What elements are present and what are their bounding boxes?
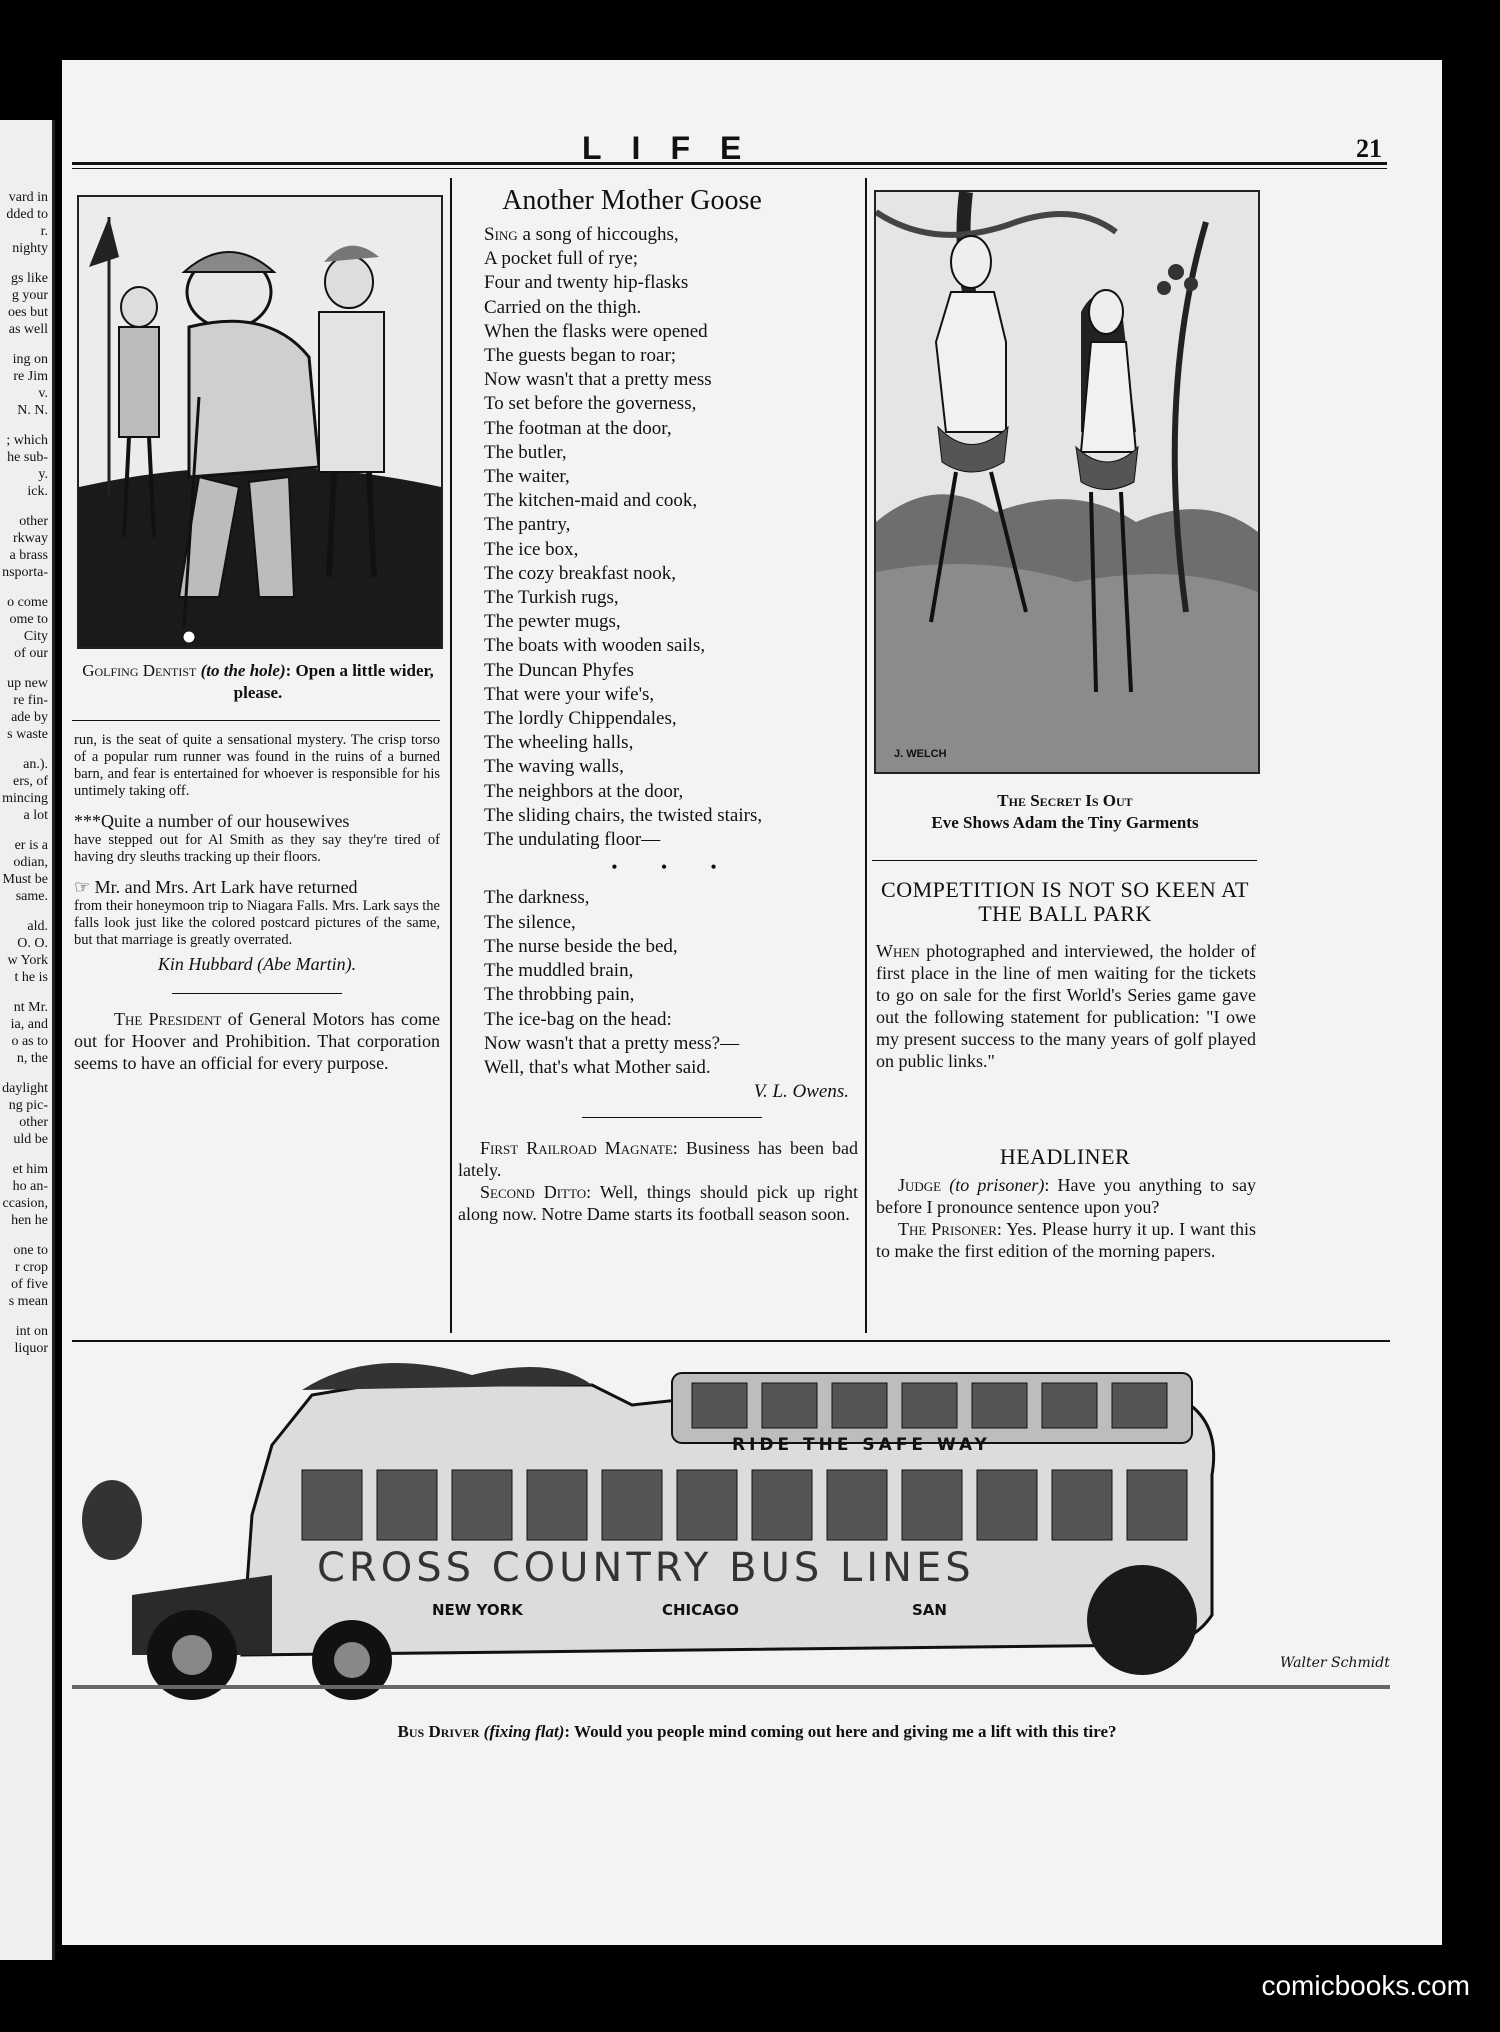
garden-illustration (876, 192, 1258, 772)
magnate-text: : Business has been bad lately. (458, 1138, 858, 1180)
poem-line: The Turkish rugs, (484, 587, 619, 609)
judge-text: : Have you anything to say before I pronounce sentence upon you? (876, 1175, 1257, 1217)
poem-line: The Duncan Phyfes (484, 659, 634, 681)
poem-line: That were your wife's, (484, 683, 655, 705)
header-rule-thin (72, 168, 1387, 169)
poem-dots: • • • (611, 859, 737, 877)
facing-page-fragment: t he is (14, 970, 48, 985)
poem-line: When the flasks were opened (484, 320, 708, 342)
poem-line: The kitchen-maid and cook, (484, 490, 698, 512)
facing-page-fragment: nighty (12, 241, 48, 256)
poem-line: The cozy breakfast nook, (484, 562, 677, 584)
facing-page-fragment: up new (7, 676, 48, 691)
poem-line: The ice-bag on the head: (484, 1008, 672, 1030)
poem-line: The guests began to roar; (484, 345, 677, 367)
bus-stop-san: SAN (912, 1601, 947, 1619)
facing-page-fragment: n, the (16, 1051, 48, 1066)
bus-stop-new-york: NEW YORK (432, 1601, 523, 1619)
facing-page-fragment: rkway (13, 531, 48, 546)
golfing-dentist-cartoon (77, 195, 443, 649)
garden-caption-line2: Eve Shows Adam the Tiny Garments (931, 813, 1199, 832)
bus-caption-text: : Would you people mind coming out here and giving me a lift with this tire? (564, 1722, 1117, 1741)
facing-page-fragment: re Jim (13, 369, 48, 384)
facing-page-fragment: a lot (23, 808, 48, 823)
poem-line: The lordly Chippendales, (484, 708, 677, 730)
facing-page-fragment: hen he (11, 1213, 48, 1228)
col2-short-rule (582, 1117, 762, 1118)
headliner-story (876, 1174, 1256, 1262)
poem-line: The muddled brain, (484, 960, 634, 982)
poem-line: Well, that's what Mother said. (484, 1056, 711, 1078)
judge-speaker: Judge (898, 1175, 942, 1195)
adam-eve-cartoon (874, 190, 1260, 774)
caption-line: : Open a little wider, please. (233, 661, 434, 702)
hubbard-signature: Kin Hubbard (Abe Martin). (157, 954, 357, 974)
column-divider-1 (450, 178, 452, 1333)
facing-page-fragment: ick. (27, 484, 48, 499)
facing-page-fragment: w York (7, 953, 48, 968)
ditto-text: : Well, things should pick up right along now. Notre Dame starts its football season soon. (458, 1182, 858, 1224)
poem-line: The butler, (484, 441, 567, 463)
facing-page-fragment: ng pic- (8, 1098, 48, 1113)
poem-line: The silence, (484, 911, 576, 933)
poem-stanza-2 (484, 886, 864, 1080)
facing-page-fragment: gs like (11, 271, 48, 286)
housewives-rest: have stepped out for Al Smith as they say they're tired of having dry sleuths tracking up their floors. (74, 832, 440, 865)
col1-rule (72, 720, 440, 721)
facing-page-fragment: O. O. (17, 936, 48, 951)
ditto-speaker: Second Ditto (480, 1182, 587, 1202)
col1-short-rule (172, 993, 342, 994)
magazine-page (62, 60, 1442, 1945)
magnate-speaker: First Railroad Magnate (480, 1138, 673, 1158)
poem-line: a song of hiccoughs, (517, 224, 679, 245)
general-motors-paragraph (74, 1008, 440, 1074)
poem-line: The neighbors at the door, (484, 780, 684, 802)
poem-line: The throbbing pain, (484, 984, 635, 1006)
facing-page-fragment: an.). (23, 757, 48, 772)
bus-caption-stage: (fixing flat) (483, 1722, 565, 1741)
poem-line: The waving walls, (484, 756, 624, 778)
garden-caption-line1: The Secret Is Out (997, 791, 1133, 810)
masthead: LIFE (582, 130, 772, 166)
magnate-line (458, 1137, 858, 1181)
poem-line: Four and twenty hip-flasks (484, 272, 689, 294)
facing-page-fragment: City (23, 629, 48, 644)
facing-page-fragment: ia, and (10, 1017, 48, 1032)
facing-page-fragment: et him (12, 1162, 48, 1177)
prisoner-text: : Yes. Please hurry it up. I want this to make the first edition of the morning papers. (876, 1219, 1256, 1261)
facing-page-fragment: mincing (2, 791, 48, 806)
facing-page-fragment: y. (38, 467, 48, 482)
facing-page-strip (0, 120, 55, 1960)
site-watermark: comicbooks.com (1261, 1970, 1470, 2001)
poem-line: The nurse beside the bed, (484, 935, 678, 957)
caption-speaker: Golfing Dentist (82, 661, 197, 680)
page-number: 21 (1356, 134, 1382, 163)
bus-caption (142, 1720, 1372, 1743)
judge-line (876, 1174, 1256, 1218)
facing-page-fragment: ers, of (13, 774, 48, 789)
golf-illustration (79, 197, 441, 647)
poem-line: The ice box, (484, 538, 579, 560)
col1-body (74, 732, 440, 1074)
facing-page-fragment: ome to (9, 612, 48, 627)
facing-page-fragment: as well (8, 322, 48, 337)
facing-page-fragment: vard in (8, 190, 48, 205)
facing-page-fragment: daylight (2, 1081, 48, 1096)
poem-line: The waiter, (484, 466, 570, 488)
poem-line: The sliding chairs, the twisted stairs, (484, 804, 763, 826)
facing-page-fragment: of our (14, 646, 48, 661)
facing-page-fragment: odian, (13, 855, 48, 870)
ball-park-story (876, 940, 1256, 1072)
housewives-paragraph (74, 810, 440, 866)
poem-line: The boats with wooden sails, (484, 635, 706, 657)
facing-page-fragment: liquor (14, 1341, 48, 1356)
facing-page-fragment: ing on (12, 352, 48, 367)
lark-paragraph (74, 876, 440, 949)
bus-side-lettering: CROSS COUNTRY BUS LINES (317, 1545, 975, 1591)
ball-park-text (876, 940, 1256, 1072)
schmidt-signature: Walter Schmidt (1280, 1655, 1390, 1671)
gm-lead: The President (114, 1009, 222, 1029)
mystery-paragraph: run, is the seat of quite a sensational mystery. The crisp torso of a popular rum runner was found in the ruins of a burned barn, and fear is entertained for whoever is responsible for his untimely taking off. (74, 732, 440, 799)
poem-author: V. L. Owens. (753, 1081, 849, 1103)
col3-rule (872, 860, 1257, 861)
facing-page-fragment: dded to (6, 207, 48, 222)
bus-caption-speaker: Bus Driver (397, 1722, 480, 1741)
judge-stage: (to prisoner) (949, 1175, 1045, 1195)
poem-line: The wheeling halls, (484, 732, 634, 754)
poem-first-word: Sing (484, 224, 518, 245)
facing-page-fragment: one to (13, 1243, 48, 1258)
facing-page-fragment: ho an- (12, 1179, 48, 1194)
facing-page-fragment: er is a (14, 838, 48, 853)
facing-page-fragment: g your (11, 288, 48, 303)
lark-rest: from their honeymoon trip to Niagara Falls. Mrs. Lark says the falls look just like the colored postcard pictures of the same, but that marriage is greatly overrated. (74, 898, 440, 948)
garden-cartoon-caption (874, 790, 1256, 834)
gm-rest: of General Motors has come out for Hoover and Prohibition. That corporation seems to have an official for every purpose. (74, 1009, 440, 1073)
bus-roof-banner: RIDE THE SAFE WAY (732, 1435, 991, 1455)
housewives-lead: ***Quite a number of our housewives (74, 811, 350, 831)
facing-page-fragment: v. (38, 386, 48, 401)
ball-park-body: photographed and interviewed, the holder of first place in the line of men waiting for the tickets to go on sale for the first World's Series game gave out the following statement for publication: "I owe my present success to the many years of golf played on public links." (876, 941, 1256, 1071)
poem-line: Carried on the thigh. (484, 296, 642, 318)
col2-dialog (458, 1137, 858, 1225)
facing-page-fragment: o as to (11, 1034, 48, 1049)
facing-page-fragment: r. (40, 224, 48, 239)
bus-cartoon (72, 1355, 1390, 1710)
poem-title: Another Mother Goose (502, 185, 762, 216)
poem-first-line (484, 223, 864, 247)
golf-cartoon-caption (77, 660, 439, 704)
ball-park-headline: COMPETITION IS NOT SO KEEN AT THE BALL PARK (881, 877, 1249, 926)
facing-page-fragment: he sub- (7, 450, 48, 465)
facing-page-fragment: nsporta- (2, 565, 48, 580)
caption-stage: (to the hole) (200, 661, 286, 680)
poem-body (484, 223, 864, 1104)
prisoner-speaker: The Prisoner (898, 1219, 997, 1239)
header-rule (72, 162, 1387, 165)
facing-page-fragment: a brass (9, 548, 48, 563)
facing-page-fragment: ; which (6, 433, 48, 448)
welch-signature: J. WELCH (894, 748, 947, 760)
prisoner-line (876, 1218, 1256, 1262)
facing-page-fragment: same. (15, 889, 48, 904)
poem-line: The darkness, (484, 887, 590, 909)
poem-line: The pewter mugs, (484, 611, 621, 633)
poem-line: Now wasn't that a pretty mess?— (484, 1032, 740, 1054)
section-rule (72, 1340, 1390, 1342)
facing-page-fragment: ald. (27, 919, 48, 934)
lark-lead: ☞ Mr. and Mrs. Art Lark have returned (74, 877, 358, 897)
facing-page-fragment: Must be (2, 872, 48, 887)
facing-page-fragment: other (19, 1115, 48, 1130)
ditto-line (458, 1181, 858, 1225)
facing-page-fragment: oes but (7, 305, 48, 320)
poem-line: A pocket full of rye; (484, 248, 639, 270)
facing-page-fragment: int on (15, 1324, 48, 1339)
poem-line: The footman at the door, (484, 417, 672, 439)
poem-stanza-1 (484, 247, 864, 852)
facing-page-fragment: of five (11, 1277, 48, 1292)
facing-page-fragment: re fin- (13, 693, 48, 708)
column-divider-2 (865, 178, 867, 1333)
facing-page-fragment: ccasion, (2, 1196, 48, 1211)
poem-line: Now wasn't that a pretty mess (484, 369, 712, 391)
facing-page-fragment: s mean (8, 1294, 48, 1309)
poem-line: To set before the governess, (484, 393, 697, 415)
bus-stop-chicago: CHICAGO (662, 1601, 739, 1619)
bus-illustration (72, 1355, 1390, 1710)
poem-line: The pantry, (484, 514, 571, 536)
facing-page-fragment: ade by (11, 710, 48, 725)
poem-line: The undulating floor— (484, 829, 661, 851)
facing-page-fragment: uld be (13, 1132, 48, 1147)
ball-park-lead: When (876, 941, 920, 961)
facing-page-fragment: s waste (7, 727, 48, 742)
facing-page-fragment: other (19, 514, 48, 529)
facing-page-fragment: r crop (14, 1260, 48, 1275)
facing-page-fragment: o come (7, 595, 48, 610)
headliner-headline: HEADLINER (999, 1144, 1131, 1169)
facing-page-fragment: nt Mr. (13, 1000, 48, 1015)
facing-page-fragment: N. N. (17, 403, 48, 418)
